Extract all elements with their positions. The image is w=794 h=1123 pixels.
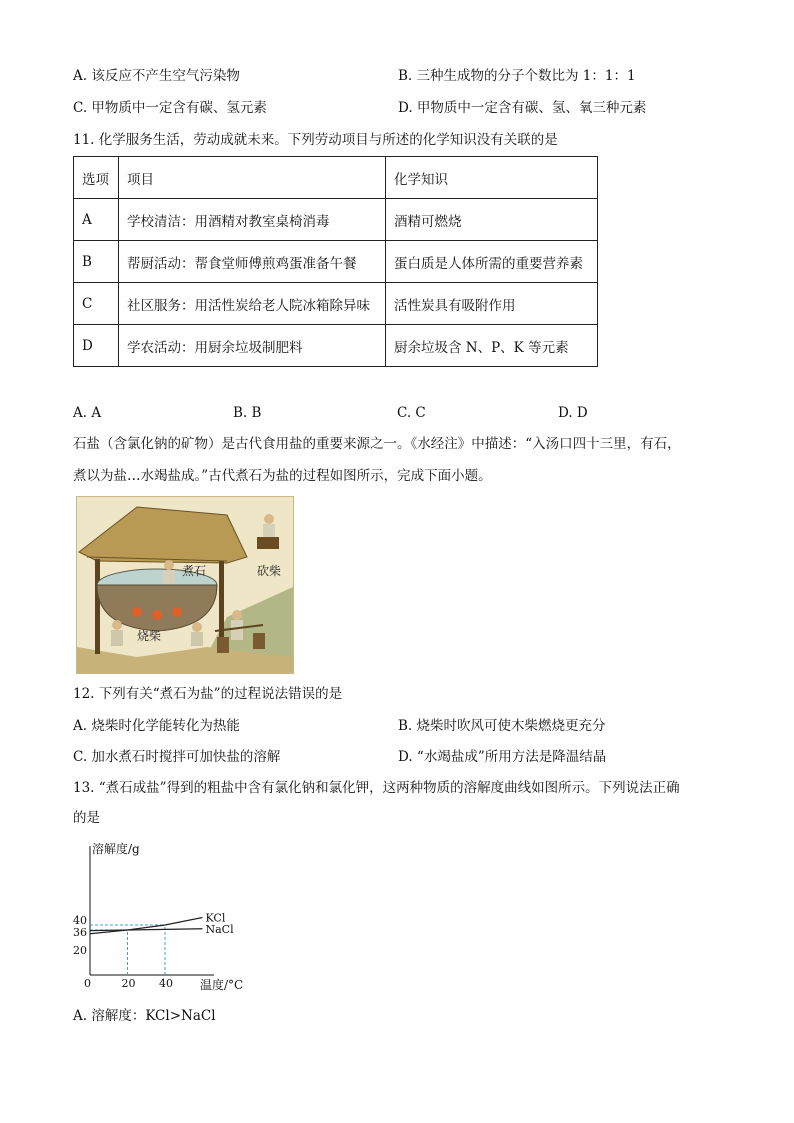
table-cell: 厨余垃圾含 N、P、K 等元素 — [386, 325, 598, 367]
table-cell: D — [74, 325, 119, 367]
q10-option-d: D. 甲物质中一定含有碳、氢、氧三种元素 — [398, 100, 647, 116]
q13-stem-line-1: 13. “煮石成盐”得到的粗盐中含有氯化钠和氯化钾，这两种物质的溶解度曲线如图所示。下列说法正确 — [73, 780, 680, 796]
table-header-cell: 项目 — [119, 157, 386, 199]
chart-y-tick-label: 20 — [73, 944, 87, 957]
label-boil-stone: 煮石 — [182, 564, 207, 578]
q10-option-c: C. 甲物质中一定含有碳、氢元素 — [73, 100, 267, 116]
q11-option-a: A. A — [73, 405, 102, 421]
table-header-row — [74, 157, 598, 199]
q10-option-b: B. 三种生成物的分子个数比为 1：1：1 — [398, 68, 636, 84]
chart-x-axis-label: 温度/°C — [200, 978, 244, 992]
table-cell: 活性炭具有吸附作用 — [386, 283, 598, 325]
chart-x-tick-label: 20 — [121, 977, 136, 990]
chart-series-line-kcl — [90, 918, 203, 934]
chart-series-group — [90, 912, 234, 936]
q11-stem: 11. 化学服务生活，劳动成就未来。下列劳动项目与所述的化学知识没有关联的是 — [73, 132, 558, 148]
passage-line-2: 煮以为盐…水竭盐成。”古代煮石为盐的过程如图所示，完成下面小题。 — [73, 468, 492, 484]
q12-option-d: D. “水竭盐成”所用方法是降温结晶 — [398, 749, 607, 765]
q13-option-a: A. 溶解度：KCl>NaCl — [73, 1008, 216, 1024]
q10-option-a: A. 该反应不产生空气污染物 — [73, 68, 240, 84]
q11-table — [73, 156, 598, 367]
table-row — [74, 325, 598, 367]
chart-y-tick-label: 36 — [73, 926, 87, 939]
passage-line-1: 石盐（含氯化钠的矿物）是古代食用盐的重要来源之一。《水经注》中描述：“入汤口四十三里，有石， — [73, 436, 681, 452]
table-header-cell: 化学知识 — [386, 157, 598, 199]
chart-series-label-kcl: KCl — [205, 911, 226, 925]
q12-stem: 12. 下列有关“煮石为盐”的过程说法错误的是 — [73, 686, 343, 702]
table-cell: B — [74, 241, 119, 283]
salt-boiling-illustration — [76, 496, 294, 674]
table-cell: 学农活动：用厨余垃圾制肥料 — [119, 325, 386, 367]
chart-axes — [90, 846, 214, 975]
q11-option-c: C. C — [397, 405, 426, 421]
q11-option-d: D. D — [558, 405, 588, 421]
table-cell: 学校清洁：用酒精对教室桌椅消毒 — [119, 199, 386, 241]
label-burn-wood: 烧柴 — [137, 629, 162, 643]
chart-origin-label: 0 — [84, 977, 91, 990]
chart-y-axis-label: 溶解度/g — [92, 842, 140, 856]
table-cell: C — [74, 283, 119, 325]
table-row — [74, 199, 598, 241]
q11-option-b: B. B — [233, 405, 262, 421]
table-row — [74, 241, 598, 283]
q13-stem-line-2: 的是 — [73, 810, 100, 826]
table-cell: A — [74, 199, 119, 241]
q12-option-a: A. 烧柴时化学能转化为热能 — [73, 718, 240, 734]
table-cell: 帮厨活动：帮食堂师傅煎鸡蛋准备午餐 — [119, 241, 386, 283]
chart-y-tick-label: 40 — [73, 914, 87, 927]
q12-option-c: C. 加水煮石时搅拌可加快盐的溶解 — [73, 749, 281, 765]
table-cell: 酒精可燃烧 — [386, 199, 598, 241]
table-cell: 蛋白质是人体所需的重要营养素 — [386, 241, 598, 283]
solubility-chart — [64, 838, 264, 998]
chart-x-tick-label: 40 — [159, 977, 173, 990]
chart-series-label-nacl: NaCl — [205, 922, 234, 936]
table-cell: 社区服务：用活性炭给老人院冰箱除异味 — [119, 283, 386, 325]
table-row — [74, 283, 598, 325]
q12-option-b: B. 烧柴时吹风可使木柴燃烧更充分 — [398, 718, 606, 734]
table-header-cell: 选项 — [74, 157, 119, 199]
label-chop-wood: 砍柴 — [257, 564, 282, 578]
